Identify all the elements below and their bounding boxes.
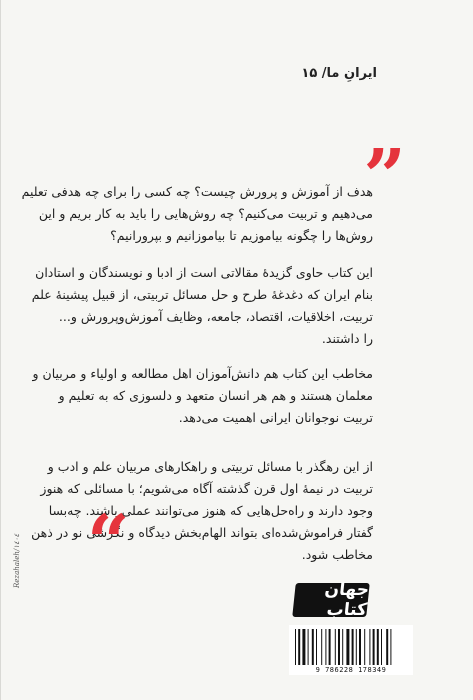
publisher-logo: جهان کتاب bbox=[292, 583, 370, 617]
paragraph-line: وجود دارند و راه‌حل‌هایی که هنوز می‌توانند عملی باشند. چه‌بسا bbox=[48, 503, 373, 518]
paragraph-line: هدف از آموزش و پرورش چیست؟ چه کسی را برای چه هدفی تعلیم bbox=[21, 184, 373, 199]
paragraph-2 bbox=[31, 262, 373, 350]
paragraph-line: می‌دهیم و تربیت می‌کنیم؟ چه روش‌هایی را باید به کار بریم و این bbox=[38, 206, 373, 221]
series-label: ایرانِ ما/ ۱۵ bbox=[301, 66, 377, 81]
barcode-bars-icon bbox=[295, 629, 407, 665]
opening-quote-mark: ” bbox=[363, 134, 406, 220]
closing-quote-mark: “ bbox=[87, 500, 130, 586]
paragraph-line: را داشتند. bbox=[321, 331, 373, 346]
paragraph-line: تربیت نوجوانان ایرانی اهمیت می‌دهد. bbox=[178, 410, 373, 425]
paragraph-line: معلمان هستند و هم هر انسان متعهد و دلسوزی که به تعلیم و bbox=[58, 388, 373, 403]
paragraph-line: این کتاب حاوی گزیدهٔ مقالاتی است از ادبا و نویسندگان و استادان bbox=[35, 265, 373, 280]
paragraph-line: تربیت، اخلاقیات، اقتصاد، جامعه، وظایف آموزش‌وپرورش و... bbox=[58, 309, 373, 324]
designer-signature: Rezahaleh/١٤٠٤ bbox=[13, 533, 21, 588]
paragraph-line: روش‌ها را چگونه بیاموزیم تا بیاموزانیم و بپرورانیم؟ bbox=[110, 228, 373, 243]
paragraph-1 bbox=[21, 181, 373, 247]
barcode-number: 9 786228 178349 bbox=[315, 666, 387, 674]
paragraph-line: تربیت در نیمهٔ اول قرن گذشته آگاه می‌شویم؛ با مسائلی که هنوز bbox=[40, 481, 373, 496]
isbn-barcode bbox=[289, 625, 413, 675]
paragraph-line: مخاطب شود. bbox=[301, 547, 373, 562]
paragraph-line: مخاطب این کتاب هم دانش‌آموزان اهل مطالعه و اولیاء و مربیان و bbox=[32, 366, 373, 381]
paragraph-line: بنام ایران که دغدغهٔ طرح و حل مسائل تربیتی، از قبیل پیشینهٔ علم bbox=[31, 287, 373, 302]
paragraph-3 bbox=[32, 363, 373, 429]
paragraph-line: گفتار فراموش‌شده‌ای بتواند الهام‌بخش دیدگاه و نگرشی نو در ذهن bbox=[31, 525, 373, 540]
paragraph-line: از این رهگذر با مسائل تربیتی و راهکارهای مربیان علم و ادب و bbox=[47, 459, 373, 474]
